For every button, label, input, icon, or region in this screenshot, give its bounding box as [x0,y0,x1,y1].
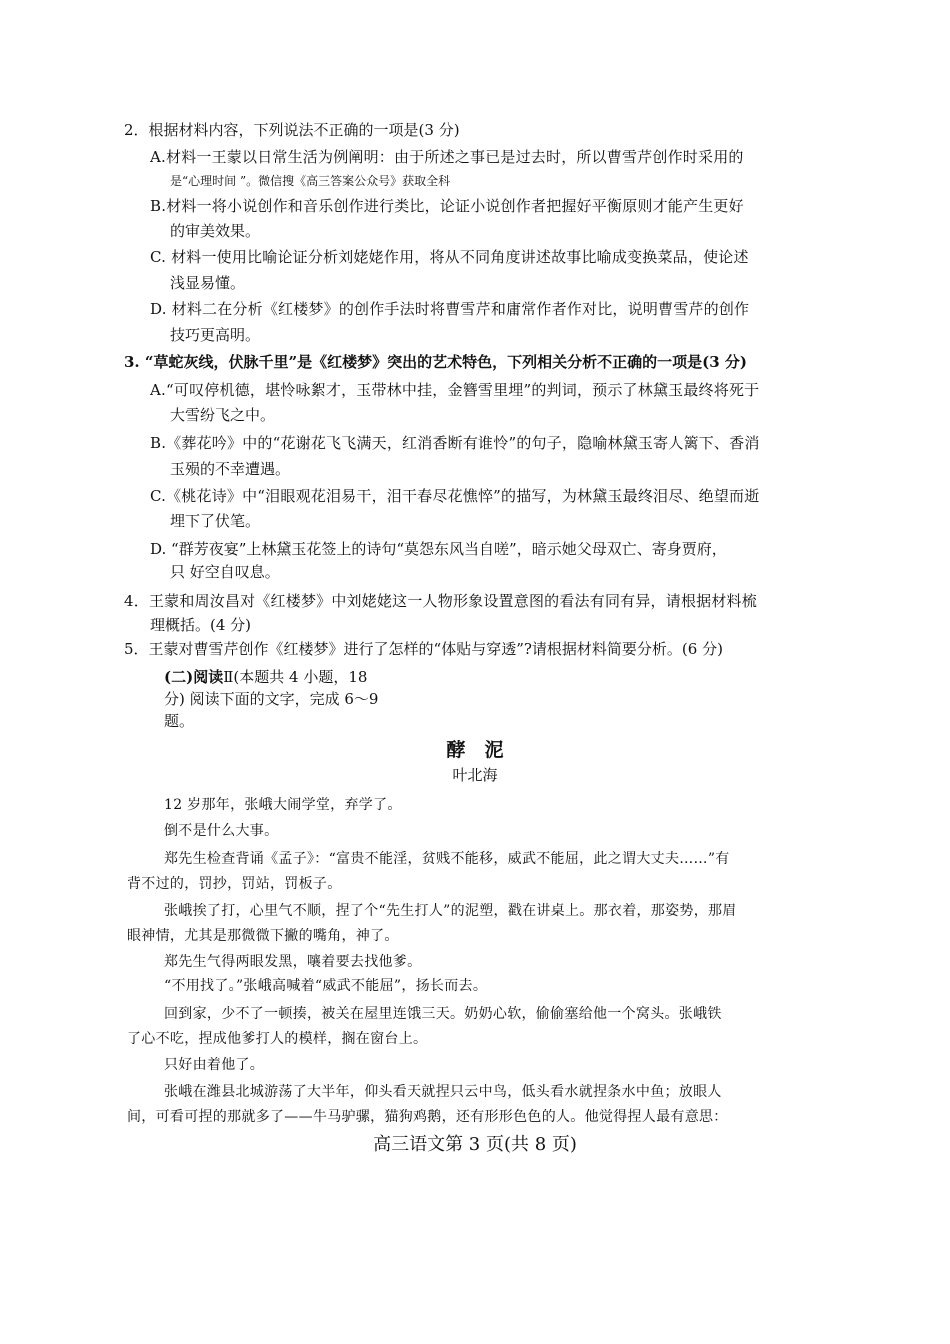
story-paragraph: 只好由着他了。 [164,1057,265,1073]
question-3-option-c-line2: 埋下了伏笔。 [170,512,261,530]
question-2-option-a-line1: A.材料一王蒙以日常生活为例阐明：由于所述之事已是过去时，所以曹雪芹创作时采用的 [150,148,744,166]
story-paragraph: “不用找了。”张峨高喊着“威武不能屈”，扬长而去。 [164,978,488,994]
story-paragraph-cont: 间，可看可捏的那就多了——牛马驴骡，猫狗鸡鹅，还有形形色色的人。他觉得捏人最有意思： [127,1109,728,1125]
story-paragraph: 12 岁那年，张峨大闹学堂，弃学了。 [164,797,402,813]
question-2-option-c-line1: C. 材料一使用比喻论证分析刘姥姥作用，将从不同角度讲述故事比喻成变换菜品，使论述 [150,248,749,266]
question-2-option-d-line2: 技巧更高明。 [170,326,261,344]
question-3-option-b-line1: B.《葬花吟》中的“花谢花飞飞满天，红消香断有谁怜”的句子，隐喻林黛玉寄人篱下、香消 [150,434,760,452]
section-label: (二)阅读 [164,668,224,686]
story-paragraph: 张峨挨了打，心里气不顺，捏了个“先生打人”的泥塑，戳在讲桌上。那衣着，那姿势，那眉 [164,903,737,919]
question-5-line1: 5．王蒙对曹雪芹创作《红楼梦》进行了怎样的“体贴与穿透”?请根据材料简要分析。(6 分) [124,640,723,658]
question-2-option-b-line1: B.材料一将小说创作和音乐创作进行类比，论证小说创作者把握好平衡原则才能产生更好 [150,197,744,215]
story-paragraph-cont: 眼神情，尤其是那微微下撇的嘴角，神了。 [127,928,399,944]
question-3-option-c-line1: C.《桃花诗》中“泪眼观花泪易干，泪干春尽花憔悴”的描写，为林黛玉最终泪尽、绝望而逝 [150,487,760,505]
page-footer: 高三语文第 3 页(共 8 页) [373,1134,577,1155]
question-2-option-d-line1: D. 材料二在分析《红楼梦》的创作手法时将曹雪芹和庸常作者作对比，说明曹雪芹的创作 [150,300,750,318]
question-3-option-d-line2: 只 好空自叹息。 [170,563,280,581]
story-paragraph: 倒不是什么大事。 [164,823,279,839]
question-2-option-c-line2: 浅显易懂。 [170,274,246,292]
question-4-line2: 理概括。(4 分) [150,616,252,634]
question-3-option-b-line2: 玉殒的不幸遭遇。 [170,460,291,478]
story-paragraph-cont: 了心不吃，捏成他爹打人的模样，搁在窗台上。 [127,1031,428,1047]
story-author: 叶北海 [452,766,498,784]
question-4-line1: 4．王蒙和周汝昌对《红楼梦》中刘姥姥这一人物形象设置意图的看法有同有异，请根据材料梳 [124,592,757,610]
story-paragraph-cont: 背不过的，罚抄，罚站，罚板子。 [127,876,342,892]
story-title: 酵 泥 [446,739,504,761]
question-3-option-d-line1: D. “群芳夜宴”上林黛玉花签上的诗句“莫怨东风当自嗟”，暗示她父母双亡、寄身贾府， [150,540,727,558]
question-3-option-a-line1: A.“可叹停机德，堪怜咏絮才，玉带林中挂，金簪雪里埋”的判词，预示了林黛玉最终将死于 [150,381,760,399]
section-header-line2: 分) 阅读下面的文字，完成 6～9 [164,690,379,708]
question-3-stem: 3. “草蛇灰线，伏脉千里”是《红楼梦》突出的艺术特色，下列相关分析不正确的一项是(3 分) [124,353,747,371]
question-2-stem: 2．根据材料内容，下列说法不正确的一项是(3 分) [124,121,460,139]
question-3-option-a-line2: 大雪纷飞之中。 [170,406,276,424]
story-paragraph: 回到家，少不了一顿揍，被关在屋里连饿三天。奶奶心软，偷偷塞给他一个窝头。张峨铁 [164,1006,722,1022]
question-2-option-b-line2: 的审美效果。 [170,222,261,240]
story-paragraph: 郑先生气得两眼发黑，嚷着要去找他爹。 [164,954,422,970]
story-paragraph: 张峨在潍县北城游荡了大半年，仰头看天就捏只云中鸟，低头看水就捏条水中鱼；放眼人 [164,1084,722,1100]
section-header-line3: 题。 [164,712,195,730]
section-info: Ⅱ(本题共 4 小题，18 [223,668,368,686]
question-2-option-a-line2: 是“心理时间 ”。微信搜《高三答案公众号》获取全科 [170,174,451,188]
story-paragraph: 郑先生检查背诵《孟子》：“富贵不能淫，贫贱不能移，威武不能屈，此之谓大丈夫……”有 [164,851,730,867]
